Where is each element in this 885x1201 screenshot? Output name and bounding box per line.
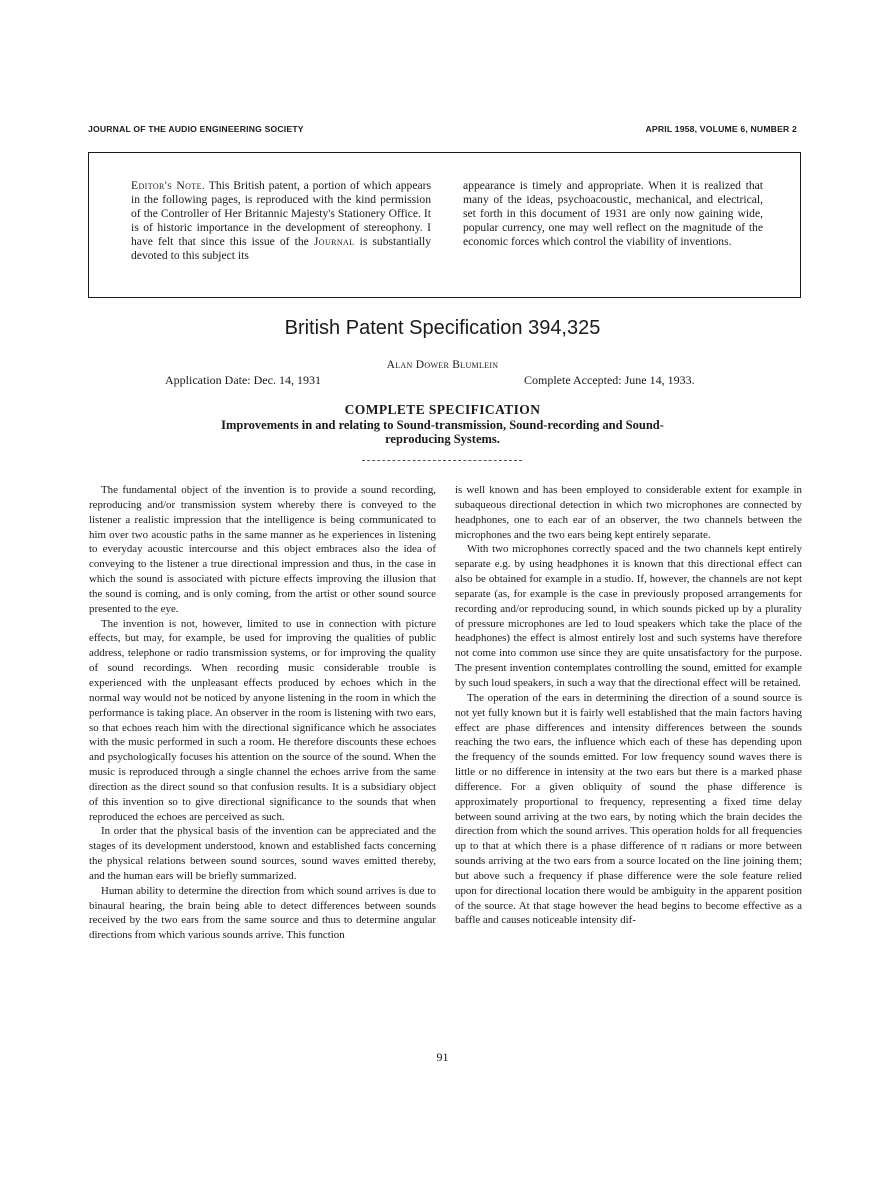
- issue-info: APRIL 1958, VOLUME 6, NUMBER 2: [645, 124, 797, 134]
- paragraph: is well known and has been employed to considerable extent for example in subaqueous directional detection in which two microphones are connected by headphones, one to each ear of an observer, the two channels between the microphones and the two ears being kept entirely separate.: [455, 484, 802, 541]
- complete-accepted-date: Complete Accepted: June 14, 1933.: [524, 373, 695, 387]
- body-right-column: [455, 483, 802, 928]
- editors-note-label: Editor's Note.: [131, 179, 206, 192]
- paragraph: Human ability to determine the direction from which sound arrives is due to binaural hearing, the brain being able to detect differences between sounds received by the two ears from the same source and thus to determine angular directions from which various sounds arrive. This function: [89, 884, 436, 942]
- body-left-column: [89, 483, 436, 943]
- journal-word: Journal: [313, 235, 355, 248]
- patent-title: British Patent Specification 394,325: [284, 317, 601, 339]
- paragraph: With two microphones correctly spaced and the two channels kept entirely separate e.g. by using headphones it is known that this directional effect can also be obtained for example in a studio. If, however, the channels are not kept separate (as, for example is the case in previously proposed arrangements for recording and/or reproducing sound, in which sounds picked up by a plurality of pressure microphones are led to loud speakers which take the place of the headphones) the effect is almost entirely lost and such systems have therefore not come into common use since they are quite unsatisfactory for the purpose. The present invention contemplates controlling the sound, emitted for example by such loud speakers, in such a way that the directional effect will be retained.: [455, 543, 802, 689]
- page-number: 91: [436, 1050, 449, 1064]
- paragraph: The invention is not, however, limited to use in connection with picture effects, but may, for example, be used for improving the qualities of public address, telephone or radio transmission systems, or for improving the quality of sound recordings. When recording music considerable trouble is experienced with the unpleasant effects produced by echoes which in the normal way would not be noticed by anyone listening in the room in which the performance is taking place. An observer in the room is listening with two ears, so that echoes reach him with the directional significance which he associates with the music performed in such a room. He therefore discounts these echoes and psychologically focuses his attention on the source of the sound. When the music is reproduced through a single channel the echoes arrive from the same direction as the direct sound so that confusion results. It is a subsidiary object of this invention so to give directional significance to the sounds that when reproduced the echoes are perceived as such.: [89, 617, 436, 823]
- editors-note-right-column: appearance is timely and appropriate. When it is realized that many of the ideas, psychoacoustic, mechanical, and electrical, set forth in this document of 1931 are only now gaining wide, popular currency, one may well reflect on the magnitude of the economic forces which control the viability of inventions.: [463, 179, 763, 248]
- journal-name: JOURNAL OF THE AUDIO ENGINEERING SOCIETY: [88, 124, 304, 134]
- editors-note-box: [88, 152, 801, 298]
- patent-author: Alan Dower Blumlein: [386, 359, 499, 371]
- paragraph: The fundamental object of the invention is to provide a sound recording, reproducing and/or transmission system whereby there is conveyed to the listener a realistic impression that the intelligence is being communicated to him over two acoustic paths in the same manner as he experiences in listening to everyday acoustic intercourse and this object embraces also the idea of conveying to the listener a true directional impression and thus, in the case in which the sound is associated with picture effects improving the illusion that the sound is coming, and is only coming, from the artist or other sound source presented to the eye.: [89, 484, 436, 615]
- editors-note-left-column: [131, 179, 431, 263]
- section-divider: [362, 460, 522, 461]
- spec-heading: COMPLETE SPECIFICATION: [344, 402, 541, 417]
- paragraph: The operation of the ears in determining the direction of a sound source is not yet fully known but it is fairly well established that the main factors having effect are phase differences and intensity differences between the sounds reaching the two ears, the influence which each of these has depending upon the frequency of the sounds emitted. For low frequency sound waves there is little or no difference in intensity at the two ears but there is a marked phase difference. For a given obliquity of sound the phase difference is approximately proportional to frequency, representing a fixed time delay between sound arriving at the two ears, by noting which the brain decides the direction from which the sound arrives. This operation holds for all frequencies up to that at which there is a phase difference of π radians or more between sounds arriving at the two ears from a source located on the line joining them; but above such a frequency if phase difference were the sole feature relied upon for directional location there would be ambiguity in the apparent position of the source. At that stage however the head begins to become effective as a baffle and causes noticeable intensity dif-: [455, 691, 802, 927]
- editors-note-left-tail: is substantially devoted to this subject its: [131, 235, 432, 262]
- editors-note-left-text: This British patent, a portion of which appears in the following pages, is reproduced with the kind permission of the Controller of Her Britannic Majesty's Stationery Office. It is of historic importance in the development of stereophony. I have felt that since this issue of the: [131, 179, 431, 248]
- application-date: Application Date: Dec. 14, 1931: [165, 373, 321, 387]
- running-header: [88, 124, 797, 138]
- paragraph: In order that the physical basis of the invention can be appreciated and the stages of its development understood, known and established facts concerning the physical relations between sound sources, sound waves emitted thereby, and the human ears will be briefly summarized.: [89, 825, 436, 882]
- spec-subtitle: Improvements in and relating to Sound-transmission, Sound-recording and Sound-reproducing Systems.: [221, 418, 664, 446]
